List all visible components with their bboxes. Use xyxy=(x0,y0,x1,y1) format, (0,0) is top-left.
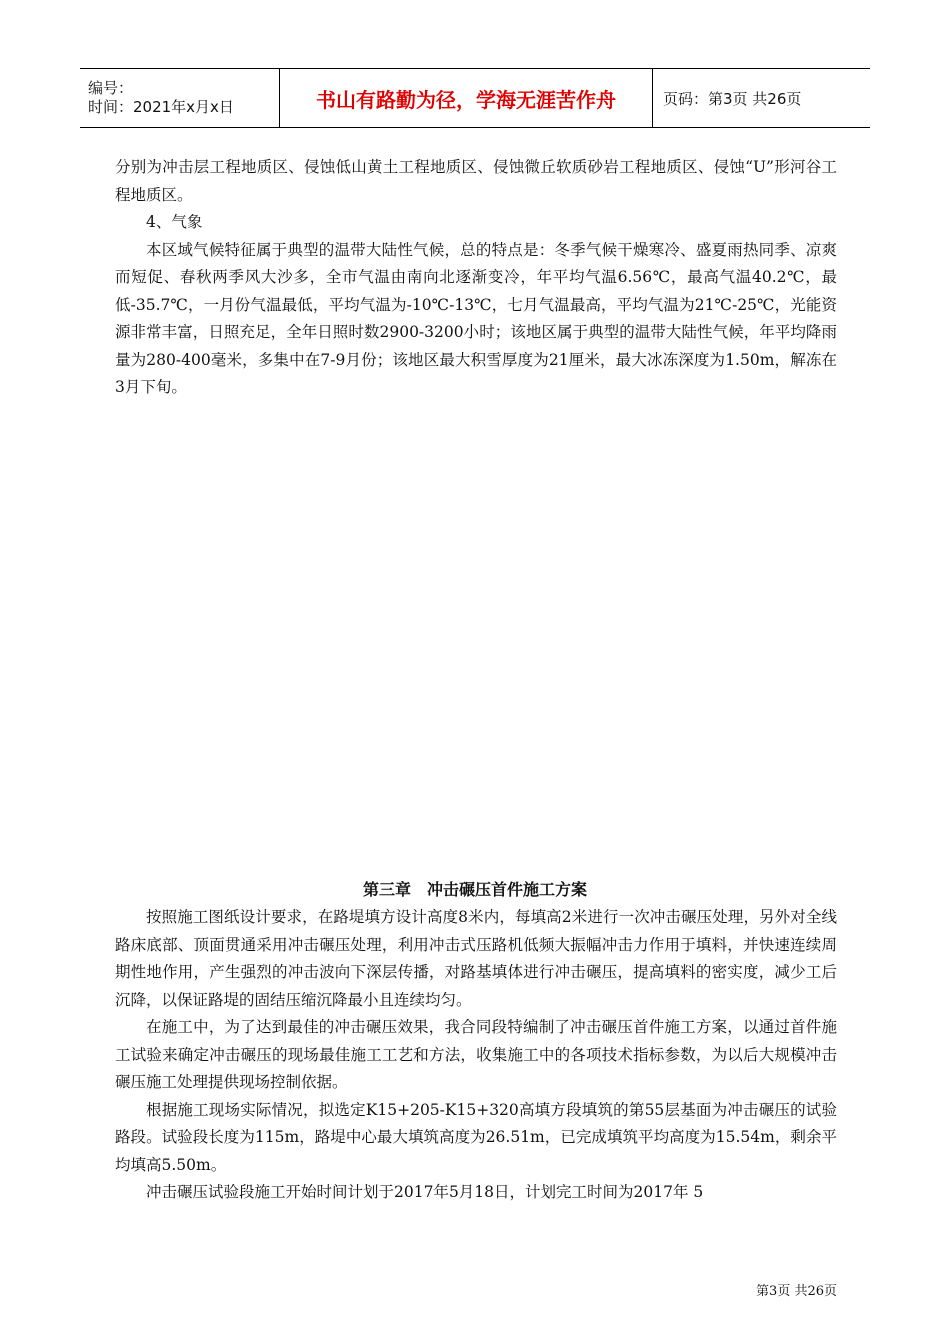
document-time-label: 时间：2021年x月x日 xyxy=(88,98,234,116)
paragraph: 冲击碾压试验段施工开始时间计划于2017年5月18日，计划完工时间为2017年 5 xyxy=(146,1183,704,1201)
section-chapter-three xyxy=(115,904,837,1207)
paragraph: 按照施工图纸设计要求，在路堤填方设计高度8米内，每填高2米进行一次冲击碾压处理，另外对全线路床底部、顶面贯通采用冲击碾压处理，利用冲击式压路机低频大振幅冲击力作用于填料，并快速连续周期性地作用，产生强烈的冲击波向下深层传播，对路基填体进行冲击碾压，提高填料的密实度，减少工后沉降，以保证路堤的固结压缩沉降最小且连续均匀。 xyxy=(115,908,837,1009)
chapter-title: 第三章 冲击碾压首件施工方案 xyxy=(362,880,587,899)
section-geology-climate xyxy=(115,154,837,402)
paragraph: 根据施工现场实际情况，拟选定K15+205-K15+320高填方段填筑的第55层基面为冲击碾压的试验路段。试验段长度为115m，路堤中心最大填筑高度为26.51m，已完成填筑平均高度为15.54m，剩余平均填高5.50m。 xyxy=(115,1100,837,1174)
paragraph: 在施工中，为了达到最佳的冲击碾压效果，我合同段特编制了冲击碾压首件施工方案，以通过首件施工试验来确定冲击碾压的现场最佳施工工艺和方法，收集施工中的各项技术指标参数，为以后大规模冲击碾压施工处理提供现场控制依据。 xyxy=(115,1018,837,1091)
paragraph-climate: 本区域气候特征属于典型的温带大陆性气候，总的特点是：冬季气候干燥寒冷、盛夏雨热同季、凉爽而短促、春秋两季风大沙多，全市气温由南向北逐渐变冷，年平均气温6.56℃，最高气温40.2℃，最低-35.7℃，一月份气温最低，平均气温为-10℃-13℃，七月气温最高，平均气温为21℃-25℃，光能资源非常丰富，日照充足，全年日照时数2900-3200小时；该地区属于典型的温带大陆性气候，年平均降雨量为280-400毫米，多集中在7-9月份；该地区最大积雪厚度为21厘米，最大冰冻深度为1.50m，解冻在3月下旬。 xyxy=(115,240,837,396)
header-page-number: 页码：第3页 共26页 xyxy=(663,89,802,108)
document-number-label: 编号： xyxy=(88,79,134,97)
header-motto: 书山有路勤为径，学海无涯苦作舟 xyxy=(280,69,653,127)
heading-climate: 4、气象 xyxy=(146,213,203,231)
page-header xyxy=(80,68,870,128)
header-meta xyxy=(80,69,280,127)
page-footer: 第3页 共26页 xyxy=(756,1284,837,1299)
paragraph-geology-zones: 分别为冲击层工程地质区、侵蚀低山黄土工程地质区、侵蚀微丘软质砂岩工程地质区、侵蚀“U”形河谷工程地质区。 xyxy=(115,158,837,204)
